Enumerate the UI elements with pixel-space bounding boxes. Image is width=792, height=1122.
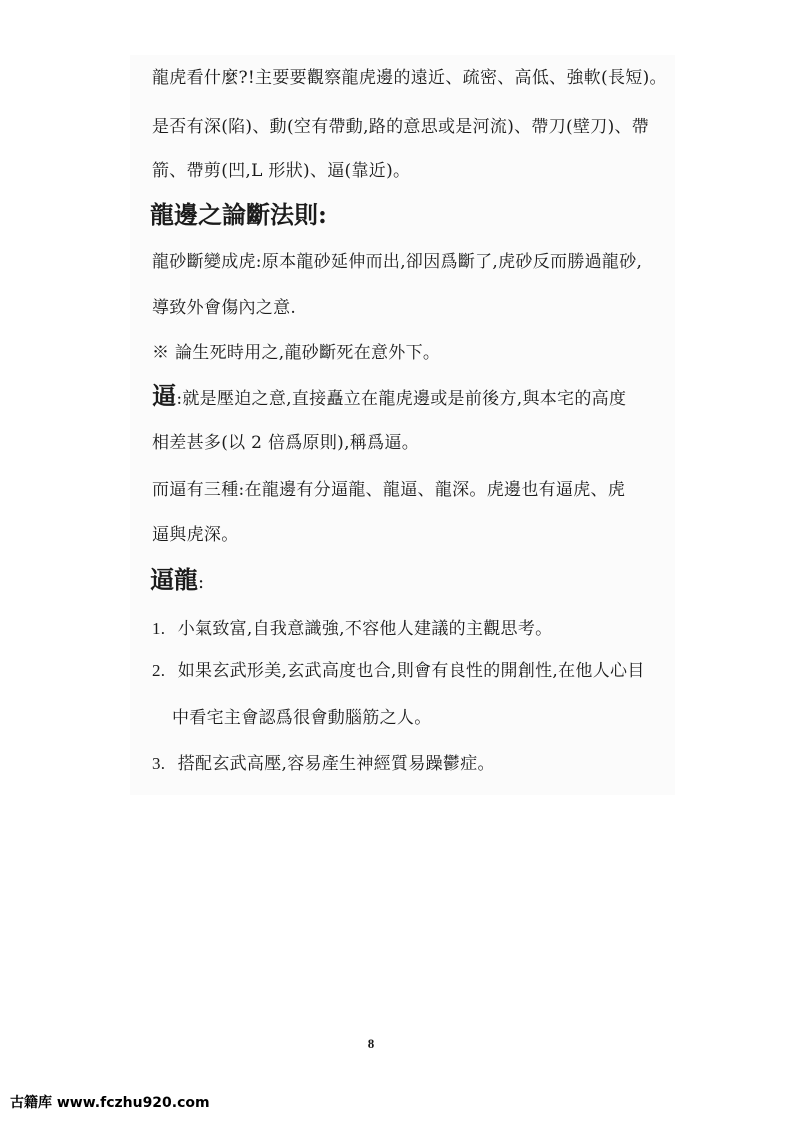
- bi-definition-text: :就是壓迫之意,直接矗立在龍虎邊或是前後方,與本宅的高度: [176, 389, 627, 409]
- bi-types-line-2: 逼與虎深。: [152, 525, 239, 545]
- intro-line-1: 龍虎看什麼?!主要要觀察龍虎邊的遠近、疏密、高低、強軟(長短)。: [152, 68, 667, 88]
- section2-heading-colon: :: [198, 572, 205, 593]
- list-item-number: 3.: [152, 754, 166, 773]
- bi-definition-line-1: [152, 381, 627, 411]
- site-footer-link[interactable]: 古籍库 www.fczhu920.com: [10, 1095, 210, 1111]
- list-item: [152, 752, 495, 776]
- section1-line-1: 龍砂斷變成虎:原本龍砂延伸而出,卻因爲斷了,虎砂反而勝過龍砂,: [152, 252, 643, 272]
- list-item-text: 如果玄武形美,玄武高度也合,則會有良性的開創性,在他人心目: [177, 661, 645, 681]
- section2-heading-text: 逼龍: [150, 565, 198, 594]
- list-item-number: 2.: [152, 661, 166, 680]
- list-item: [152, 659, 645, 683]
- intro-line-3: 箭、帶剪(凹,L 形狀)、逼(靠近)。: [152, 161, 411, 181]
- bi-definition-line-2: 相差甚多(以 2 倍爲原則),稱爲逼。: [152, 433, 419, 453]
- list-item-text: 搭配玄武高壓,容易產生神經質易躁鬱症。: [177, 754, 495, 774]
- section1-note: ※ 論生死時用之,龍砂斷死在意外下。: [152, 343, 441, 363]
- section-heading-dragon-side-rules: 龍邊之論斷法則:: [150, 200, 327, 229]
- list-item: [152, 617, 552, 641]
- list-item-text: 小氣致富,自我意識強,不容他人建議的主觀思考。: [177, 619, 553, 639]
- intro-line-2: 是否有深(陷)、動(空有帶動,路的意思或是河流)、帶刀(壁刀)、帶: [152, 117, 650, 137]
- bi-term: 逼: [152, 381, 177, 410]
- list-item-continuation: 中看宅主會認爲很會動腦筋之人。: [172, 708, 432, 728]
- list-item-number: 1.: [152, 619, 166, 638]
- section1-line-2: 導致外會傷內之意.: [152, 298, 297, 318]
- bi-types-line-1: 而逼有三種:在龍邊有分逼龍、龍逼、龍深。虎邊也有逼虎、虎: [152, 480, 626, 500]
- page-number: 8: [367, 1036, 375, 1051]
- section-heading-bi-long: [150, 565, 204, 598]
